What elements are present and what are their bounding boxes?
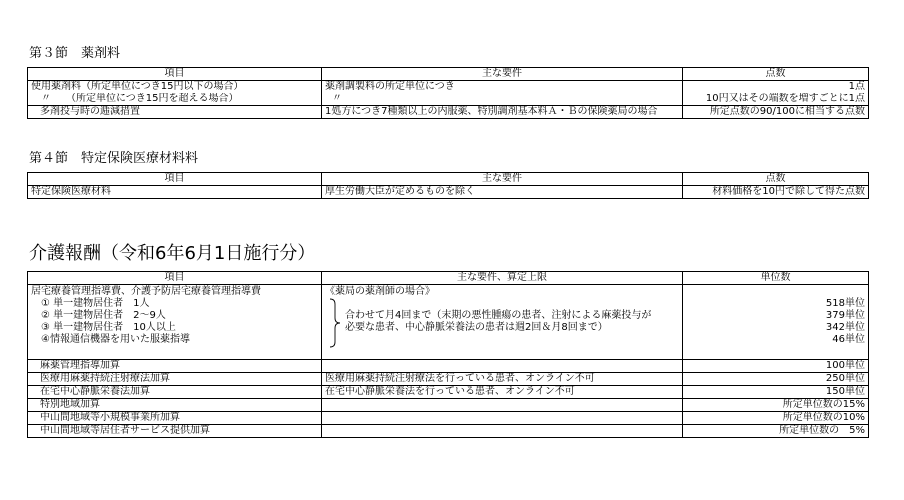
cell-points: 10円又はその端数を増すごとに1点: [683, 93, 869, 106]
item-line: ① 単一建物居住者 1人: [41, 298, 150, 309]
cell-units: 所定単位数の10%: [683, 412, 869, 425]
cell-units: [683, 285, 869, 360]
brace-icon: [329, 298, 341, 348]
req-line: 必要な患者、中心静脈栄養法の患者は週2回＆月8回まで）: [345, 322, 608, 333]
cell-requirement: 厚生労働大臣が定めるものを除く: [322, 186, 683, 199]
cell-item: 特定保険医療材料: [28, 186, 322, 199]
units-value: 379単位: [825, 310, 865, 321]
cell-item: 在宅中心静脈栄養法加算: [28, 386, 322, 399]
header-item: 項目: [28, 68, 322, 81]
cell-requirement: [322, 412, 683, 425]
cell-requirement: [322, 425, 683, 438]
header-requirements: 主な要件: [322, 173, 683, 186]
section-3-title: 第３節 薬剤料: [29, 46, 121, 61]
table-row-main: [28, 285, 869, 360]
cell-requirement: 薬剤調製料の所定単位につき: [322, 81, 683, 94]
header-requirements: 主な要件: [322, 68, 683, 81]
cell-units: 所定単位数の15%: [683, 399, 869, 412]
cell-item: 多剤投与時の逓減措置: [28, 106, 322, 119]
table-row: [28, 386, 869, 399]
item-line: ④情報通信機器を用いた服薬指導: [41, 334, 190, 345]
cell-item: 中山間地域等居住者サービス提供加算: [28, 425, 322, 438]
cell-item: 特別地域加算: [28, 399, 322, 412]
cell-points: 所定点数の90/100に相当する点数: [683, 106, 869, 119]
cell-item: 中山間地域等小規模事業所加算: [28, 412, 322, 425]
table-row: [28, 360, 869, 373]
table-row: [28, 186, 869, 199]
cell-units: 100単位: [683, 360, 869, 373]
material-fee-table: [27, 172, 869, 199]
cell-requirement: [322, 285, 683, 360]
item-line: ③ 単一建物居住者 10人以上: [41, 322, 176, 333]
care-fee-table: [27, 271, 869, 438]
cell-units: 150単位: [683, 386, 869, 399]
table-header-row: [28, 272, 869, 285]
table-row: [28, 81, 869, 94]
units-value: 46単位: [832, 334, 865, 345]
table-header-row: [28, 173, 869, 186]
header-units: 単位数: [683, 272, 869, 285]
req-header: 《薬局の薬剤師の場合》: [325, 286, 435, 297]
cell-item: 麻薬管理指導加算: [28, 360, 322, 373]
cell-item: 医療用麻薬持続注射療法加算: [28, 373, 322, 386]
req-line: 合わせて月4回まで（末期の悪性腫瘍の患者、注射による麻薬投与が: [345, 310, 652, 321]
header-points: 点数: [683, 173, 869, 186]
table-row: [28, 399, 869, 412]
table-row: [28, 412, 869, 425]
cell-points: 材料価格を10円で除して得た点数: [683, 186, 869, 199]
header-requirements: 主な要件、算定上限: [322, 272, 683, 285]
cell-requirement: 在宅中心静脈栄養法を行っている患者、オンライン不可: [322, 386, 683, 399]
cell-item: 使用薬剤料（所定単位につき15円以下の場合）: [28, 81, 322, 94]
units-value: 518単位: [825, 298, 865, 309]
cell-requirement: 1処方につき7種類以上の内服薬、特別調剤基本料Ａ・Ｂの保険薬局の場合: [322, 106, 683, 119]
cell-units: 所定単位数の 5%: [683, 425, 869, 438]
cell-points: 1点: [683, 81, 869, 94]
table-row: [28, 425, 869, 438]
header-points: 点数: [683, 68, 869, 81]
section-4-title: 第４節 特定保険医療材料料: [29, 151, 199, 166]
cell-units: 250単位: [683, 373, 869, 386]
kaigo-title: 介護報酬（令和6年6月1日施行分）: [29, 243, 316, 264]
table-row: [28, 106, 869, 119]
cell-requirement: 〃: [322, 93, 683, 106]
header-item: 項目: [28, 173, 322, 186]
cell-requirement: 医療用麻薬持続注射療法を行っている患者、オンライン不可: [322, 373, 683, 386]
table-row: [28, 373, 869, 386]
table-row: [28, 93, 869, 106]
item-line: ② 単一建物居住者 2～9人: [41, 310, 166, 321]
cell-item: [28, 285, 322, 360]
table-header-row: [28, 68, 869, 81]
header-item: 項目: [28, 272, 322, 285]
item-line: 居宅療養管理指導費、介護予防居宅療養管理指導費: [31, 286, 261, 297]
units-value: 342単位: [825, 322, 865, 333]
drug-fee-table: [27, 67, 869, 119]
cell-requirement: [322, 399, 683, 412]
cell-item: 〃 （所定単位につき15円を超える場合）: [28, 93, 322, 106]
cell-requirement: [322, 360, 683, 373]
